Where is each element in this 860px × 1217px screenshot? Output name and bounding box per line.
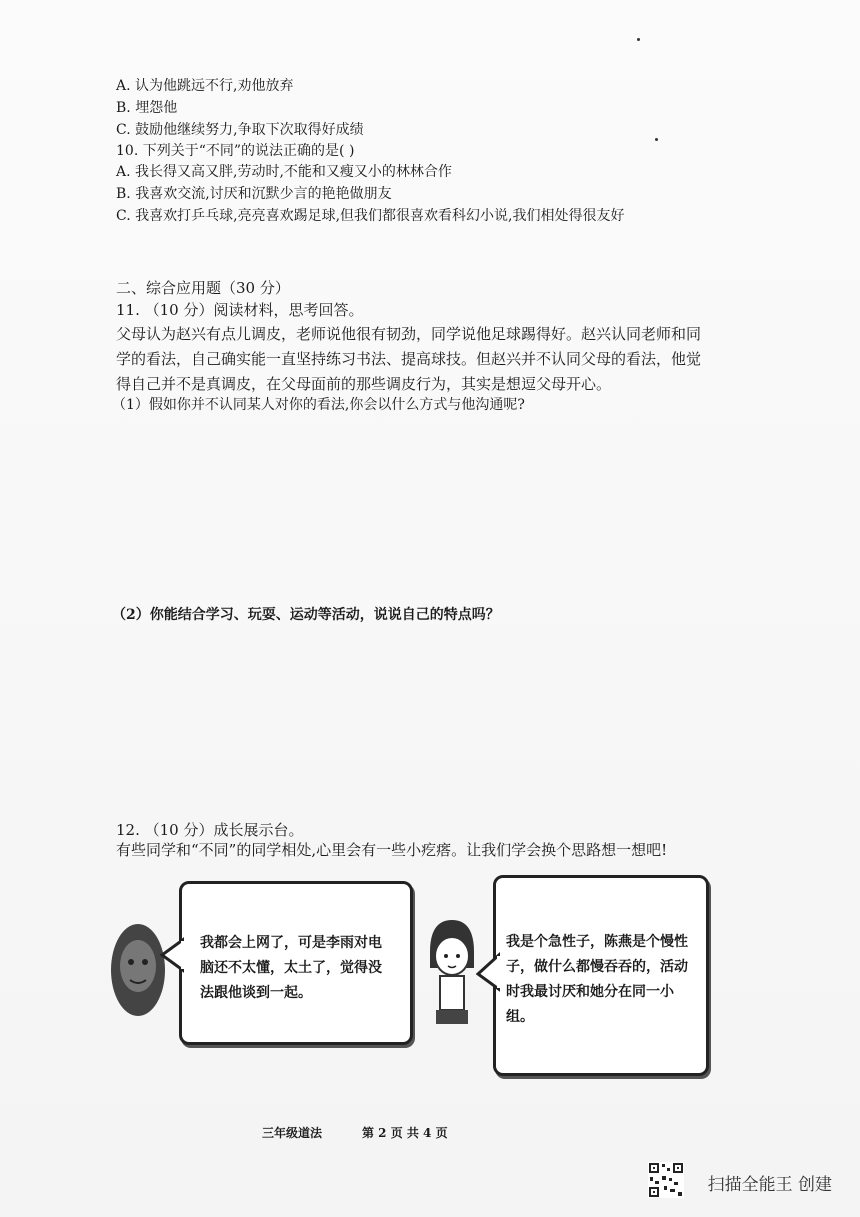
- q11-stem: 11. （10 分）阅读材料，思考回答。: [116, 301, 364, 319]
- q10-option-a: A. 我长得又高又胖,劳动时,不能和又瘦又小的林林合作: [116, 164, 452, 180]
- student-illustration-left: [108, 918, 168, 1038]
- q11-sub1: （1）假如你并不认同某人对你的看法,你会以什么方式与他沟通呢?: [112, 397, 525, 413]
- section-title: 二、综合应用题（30 分）: [116, 279, 290, 297]
- q10-stem: 10. 下列关于“不同”的说法正确的是( ): [116, 143, 355, 159]
- bubble-right-text: 我是个急性子，陈燕是个慢性子，做什么都慢吞吞的，活动时我最讨厌和她分在同一小组。: [506, 934, 688, 1025]
- q10-option-b: B. 我喜欢交流,讨厌和沉默少言的艳艳做朋友: [116, 186, 392, 202]
- bubble-tail-right: [476, 950, 500, 994]
- footer-subject: 三年级道法: [262, 1126, 323, 1140]
- q9-option-a: A. 认为他跳远不行,劝他放弃: [116, 78, 294, 94]
- q9-option-c: C. 鼓励他继续努力,争取下次取得好成绩: [116, 122, 364, 138]
- student-illustration-right: [424, 912, 480, 1030]
- q12-stem: 12. （10 分）成长展示台。: [116, 821, 304, 839]
- bubble-tail-left: [160, 935, 184, 975]
- footer-page-number: 第 2 页 共 4 页: [362, 1126, 448, 1140]
- qr-code-icon: [648, 1162, 684, 1198]
- scanner-watermark: 扫描全能王 创建: [707, 1175, 832, 1195]
- q10-option-c: C. 我喜欢打乒乓球,亮亮喜欢踢足球,但我们都很喜欢看科幻小说,我们相处得很友好: [116, 208, 625, 224]
- scan-speck: [637, 38, 640, 41]
- q11-sub2: （2）你能结合学习、玩耍、运动等活动，说说自己的特点吗？: [112, 607, 500, 623]
- q11-material: 父母认为赵兴有点儿调皮，老师说他很有韧劲，同学说他足球踢得好。赵兴认同老师和同学的看法，自己确实能一直坚持练习书法、提高球技。但赵兴并不认同父母的看法，他觉得自己并不是真调皮，在父母面前的那些调皮行为，其实是想逗父母开心。: [116, 325, 702, 393]
- q12-intro: 有些同学和“不同”的同学相处,心里会有一些小疙瘩。让我们学会换个思路想一想吧!: [116, 841, 668, 859]
- scan-speck: [655, 138, 658, 141]
- bubble-left-text: 我都会上网了，可是李雨对电脑还不太懂，太土了，觉得没法跟他谈到一起。: [200, 935, 382, 1001]
- q9-option-b: B. 埋怨他: [116, 100, 178, 116]
